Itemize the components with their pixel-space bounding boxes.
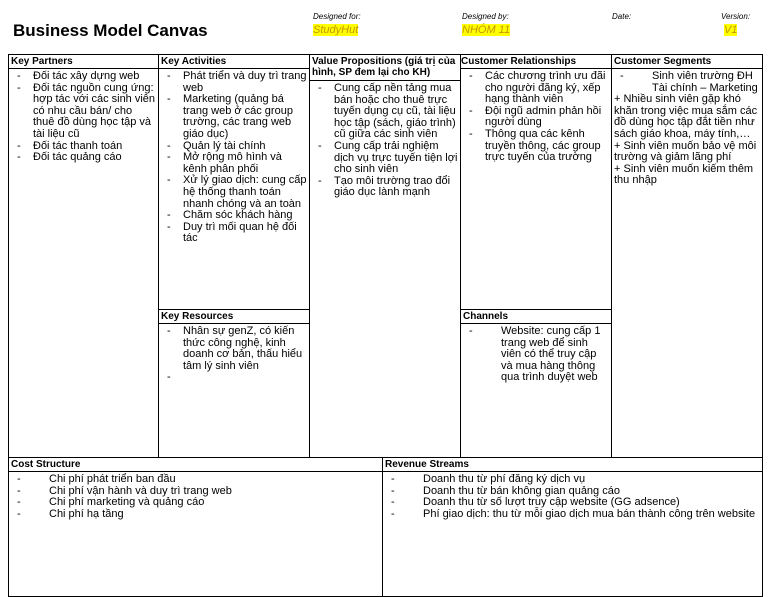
list-item: - Cung cấp trải nghiệm dịch vụ trực tuyến tiện lợi cho sinh viên — [312, 141, 458, 176]
customer-segments-list — [614, 71, 760, 94]
key-resources-section — [158, 309, 310, 458]
customer-segments-notes — [614, 94, 760, 187]
customer-segment-note: + Nhiều sinh viên gặp khó khăn trong việc mua sắm các đồ dùng học tập đắt tiền như sách giáo khoa, máy tính,… — [614, 93, 758, 140]
list-item: - Đối tác xây dựng web — [11, 71, 156, 83]
customer-segments-heading: Customer Segments — [612, 55, 762, 69]
list-item: - Duy trì mối quan hệ đối tác — [161, 222, 307, 245]
revenue-streams-section — [382, 457, 763, 597]
list-item: - Đội ngũ admin phản hồi người dùng — [463, 106, 609, 129]
version-label: Version: — [721, 12, 751, 21]
list-item: - Phí giao dịch: thu từ mỗi giao dịch mua bán thành công trên website — [385, 509, 760, 521]
version-value: V1 — [724, 24, 738, 36]
revenue-streams-heading: Revenue Streams — [383, 458, 762, 472]
date-field[interactable] — [610, 23, 702, 38]
list-item: - Chi phí vận hành và duy trì trang web — [11, 486, 380, 498]
list-item: - Cung cấp nền tảng mua bán hoặc cho thuê trực tuyến dụng cụ cũ, tài liệu học tập (sách, giáo trình) cũ giữa các sinh viên — [312, 83, 458, 141]
value-propositions-list — [312, 83, 458, 199]
list-item: - Doanh thu từ phí đăng ký dịch vụ — [385, 474, 760, 486]
list-item: - Đối tác quảng cáo — [11, 152, 156, 164]
designed-for-label: Designed for: — [313, 12, 361, 21]
list-item: - Xử lý giao dịch: cung cấp hệ thống thanh toán nhanh chóng và an toàn — [161, 175, 307, 210]
key-activities-list — [161, 71, 307, 245]
key-partners-list — [11, 71, 156, 164]
value-propositions-heading — [310, 55, 460, 81]
list-item: - Tạo môi trường trao đổi giáo dục lành mạnh — [312, 176, 458, 199]
list-item: - Chi phí phát triển ban đầu — [11, 474, 380, 486]
designed-by-label: Designed by: — [462, 12, 509, 21]
designed-by-field[interactable] — [460, 23, 588, 38]
list-item: - Website: cung cấp 1 trang web để sinh viên có thể truy cập và mua hàng thông qua trình duyệt web — [463, 326, 609, 384]
list-item: - Doanh thu từ số lượt truy cập website (GG adsence) — [385, 497, 760, 509]
cost-structure-section — [8, 457, 383, 597]
list-item: - Đối tác thanh toán — [11, 141, 156, 153]
key-activities-section — [158, 54, 310, 310]
designed-for-value: StudyHut — [313, 24, 359, 36]
revenue-streams-list — [385, 474, 760, 520]
version-field[interactable] — [722, 23, 760, 38]
key-resources-list — [161, 326, 307, 384]
list-item: - Nhân sự genZ, có kiến thức công nghệ, kinh doanh cơ bản, thấu hiểu tâm lý sinh viên — [161, 326, 307, 372]
list-item: - Các chương trình ưu đãi cho người đăng ký, xếp hạng thành viên — [463, 71, 609, 106]
list-item: - Doanh thu từ bán không gian quảng cáo — [385, 486, 760, 498]
list-item: - Mở rộng mô hình và kênh phân phối — [161, 152, 307, 175]
key-activities-heading: Key Activities — [159, 55, 309, 69]
key-partners-heading: Key Partners — [9, 55, 158, 69]
list-item: - Chi phí marketing và quảng cáo — [11, 497, 380, 509]
list-item: - Quản lý tài chính — [161, 141, 307, 153]
designed-by-value: NHÓM 11 — [462, 24, 511, 36]
list-item: - Sinh viên trường ĐH Tài chính – Marketing — [614, 71, 760, 94]
key-resources-heading: Key Resources — [159, 310, 309, 324]
value-propositions-heading-line2: hình, SP đem lại cho KH) — [312, 67, 431, 78]
customer-relationships-section — [460, 54, 612, 310]
list-item: - Đối tác nguồn cung ứng: hợp tác với các sinh viên có nhu cầu bán/ cho thuê đồ dùng học tập và tài liệu cũ — [11, 83, 156, 141]
key-partners-section — [8, 54, 159, 458]
list-item: - Chăm sóc khách hàng — [161, 210, 307, 222]
value-propositions-section — [309, 54, 461, 458]
cost-structure-heading: Cost Structure — [9, 458, 382, 472]
designed-for-field[interactable] — [311, 23, 439, 38]
customer-segments-section — [611, 54, 763, 458]
customer-segment-note: + Sinh viên muốn kiếm thêm thu nhập — [614, 162, 754, 187]
canvas-title: Business Model Canvas — [13, 21, 208, 40]
customer-segment-note: + Sinh viên muốn bảo vệ môi trường và giảm lãng phí — [614, 139, 757, 164]
channels-heading: Channels — [461, 310, 611, 324]
channels-section — [460, 309, 612, 458]
customer-relationships-heading: Customer Relationships — [461, 56, 577, 67]
list-item — [161, 372, 307, 384]
value-propositions-heading-line1: Value Propositions (giá trị của — [312, 56, 456, 67]
channels-list — [463, 326, 609, 384]
date-label: Date: — [612, 12, 632, 21]
list-item: - Phát triển và duy trì trang web — [161, 71, 307, 94]
list-item: - Chi phí hạ tầng — [11, 509, 380, 521]
list-item: - Thông qua các kênh truyền thông, các group trực tuyến của trường — [463, 129, 609, 164]
customer-relationships-list — [463, 71, 609, 164]
cost-structure-list — [11, 474, 380, 520]
list-item: - Marketing (quảng bá trang web ở các group trường, các trang web giáo dục) — [161, 94, 307, 140]
